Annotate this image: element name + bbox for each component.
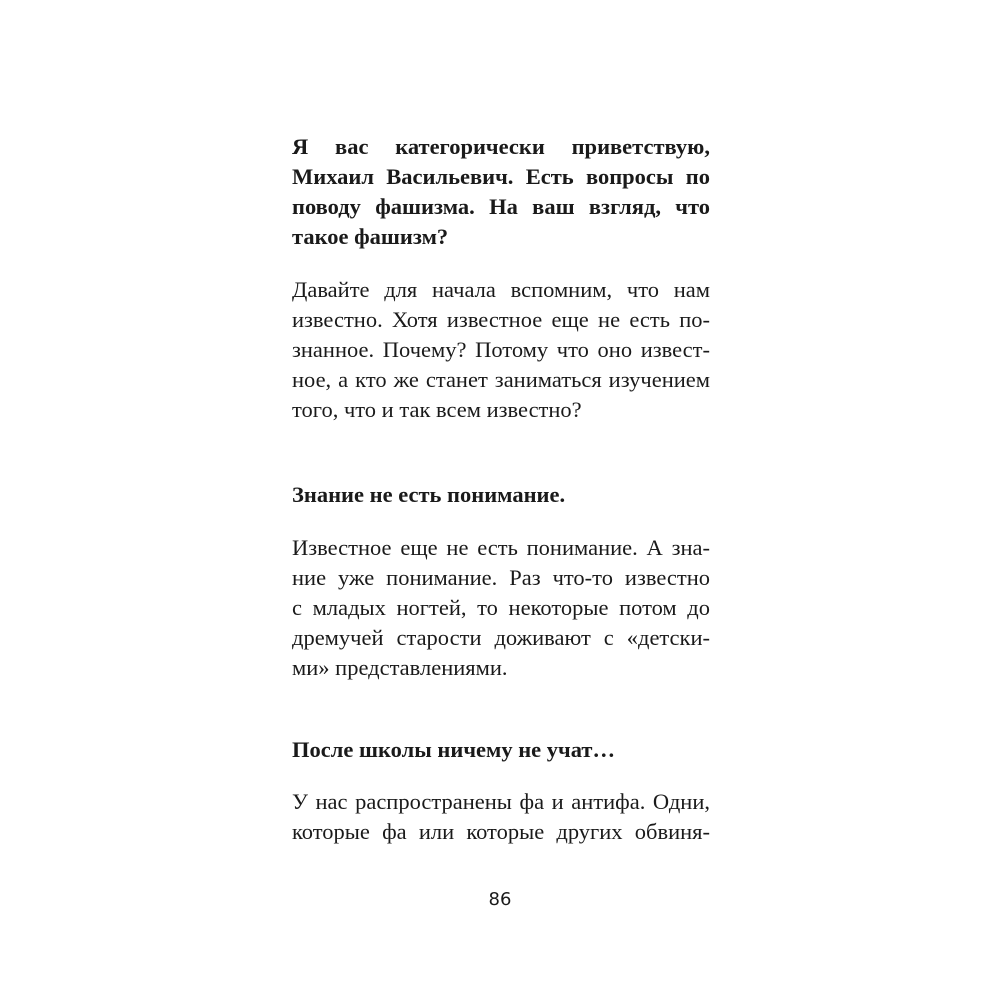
question-2-line: Знание не есть понимание.: [292, 482, 566, 507]
answer-1: [292, 275, 710, 425]
answer-1-line: ное, а кто же станет заниматься изучением: [292, 367, 710, 392]
answer-2-line: дремучей старости доживают с «детски-: [292, 625, 710, 650]
question-1-line: поводу фашизма. На ваш взгляд, что: [292, 194, 710, 219]
question-1: [292, 132, 710, 252]
question-1-line: Михаил Васильевич. Есть вопросы по: [292, 164, 710, 189]
answer-3-line: которые фа или которые других обвиня-: [292, 819, 710, 844]
answer-1-line: того, что и так всем известно?: [292, 397, 582, 422]
answer-2: [292, 533, 710, 683]
question-3-line: После школы ничему не учат…: [292, 737, 615, 762]
answer-1-line: знанное. Почему? Потому что оно извест-: [292, 337, 710, 362]
question-1-line: такое фашизм?: [292, 224, 449, 249]
answer-1-line: Давайте для начала вспомним, что нам: [292, 277, 710, 302]
answer-3-line: У нас распространены фа и антифа. Одни,: [292, 789, 710, 814]
answer-2-line: Известное еще не есть понимание. А зна-: [292, 535, 710, 560]
question-3: [292, 735, 710, 765]
question-1-line: Я вас категорически приветствую,: [292, 134, 710, 159]
page-number: 86: [488, 889, 512, 910]
question-2: [292, 480, 710, 510]
answer-1-line: известно. Хотя известное еще не есть по-: [292, 307, 710, 332]
answer-2-line: ние уже понимание. Раз что-то известно: [292, 565, 710, 590]
answer-2-line: с младых ногтей, то некоторые потом до: [292, 595, 710, 620]
answer-3: [292, 787, 710, 847]
answer-2-line: ми» представлениями.: [292, 655, 508, 680]
